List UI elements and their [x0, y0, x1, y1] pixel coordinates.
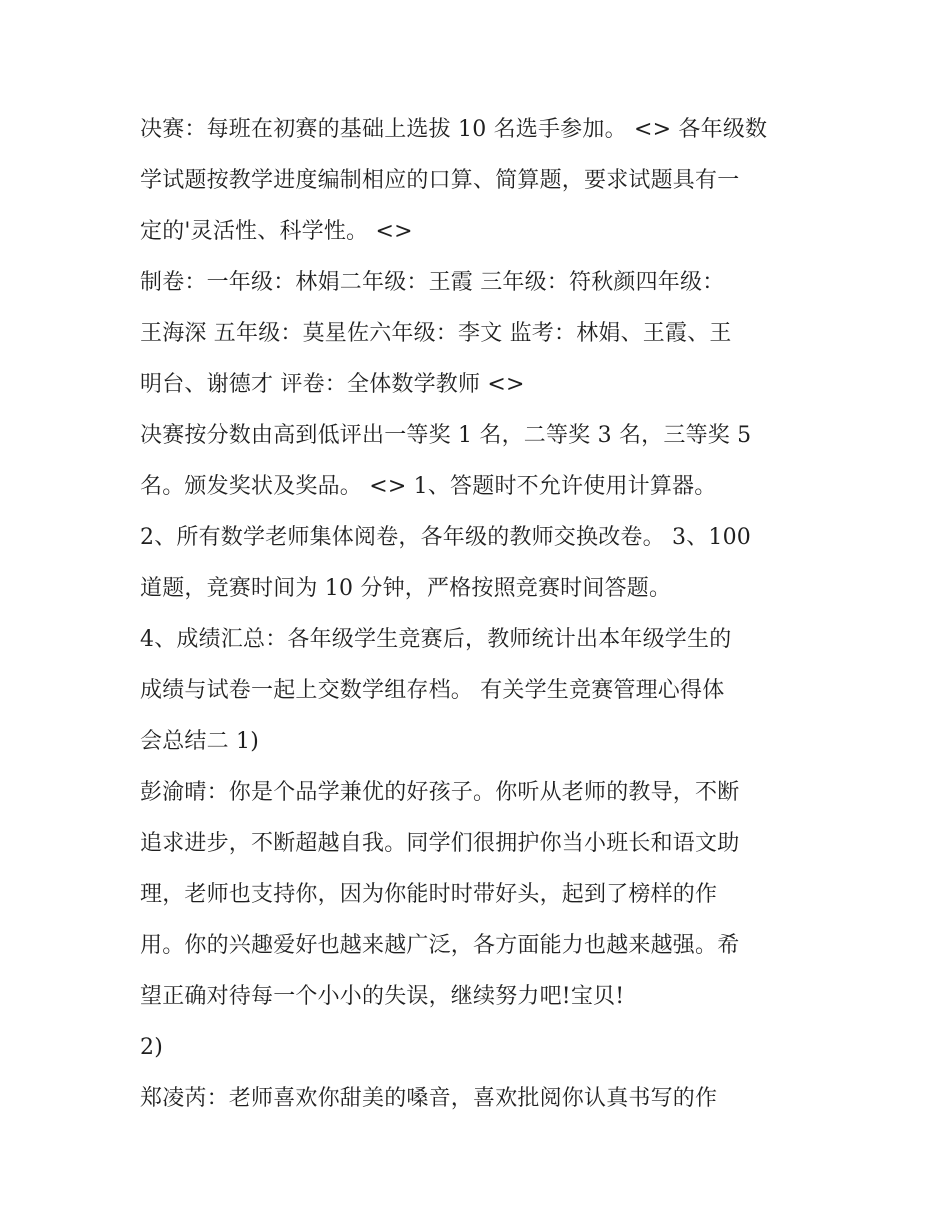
text-line: 决赛：每班在初赛的基础上选拔 10 名选手参加。 <> 各年级数 — [140, 117, 768, 142]
text-line: 理，老师也支持你，因为你能时时带好头，起到了榜样的作 — [140, 882, 718, 907]
text-line: 追求进步，不断超越自我。同学们很拥护你当小班长和语文助 — [140, 831, 740, 856]
text-line: 2) — [140, 1035, 163, 1060]
text-line: 决赛按分数由高到低评出一等奖 1 名，二等奖 3 名，三等奖 5 — [140, 423, 752, 448]
text-line: 学试题按教学进度编制相应的口算、简算题，要求试题具有一 — [140, 168, 740, 193]
text-line: 王海深 五年级：莫星佐六年级：李文 监考：林娟、王霞、王 — [140, 321, 732, 346]
text-line: 会总结二 1) — [140, 729, 259, 754]
text-line: 2、所有数学老师集体阅卷，各年级的教师交换改卷。 3、100 — [140, 525, 751, 550]
text-line: 成绩与试卷一起上交数学组存档。 有关学生竞赛管理心得体 — [140, 678, 725, 703]
text-line: 彭渝晴：你是个品学兼优的好孩子。你听从老师的教导，不断 — [140, 780, 740, 805]
text-line: 道题，竞赛时间为 10 分钟，严格按照竞赛时间答题。 — [140, 576, 672, 601]
text-line: 郑凌芮：老师喜欢你甜美的嗓音，喜欢批阅你认真书写的作 — [140, 1086, 718, 1111]
text-line: 明台、谢德才 评卷：全体数学教师 <> — [140, 372, 525, 397]
text-line: 用。你的兴趣爱好也越来越广泛，各方面能力也越来越强。希 — [140, 933, 740, 958]
text-line: 制卷：一年级：林娟二年级：王霞 三年级：符秋颜四年级： — [140, 270, 725, 295]
text-line: 定的'灵活性、科学性。 <> — [140, 219, 413, 244]
document-body — [140, 104, 830, 1124]
text-line: 望正确对待每一个小小的失误，继续努力吧!宝贝! — [140, 984, 625, 1009]
text-line: 4、成绩汇总：各年级学生竞赛后，教师统计出本年级学生的 — [140, 627, 732, 652]
text-line: 名。颁发奖状及奖品。 <> 1、答题时不允许使用计算器。 — [140, 474, 717, 499]
